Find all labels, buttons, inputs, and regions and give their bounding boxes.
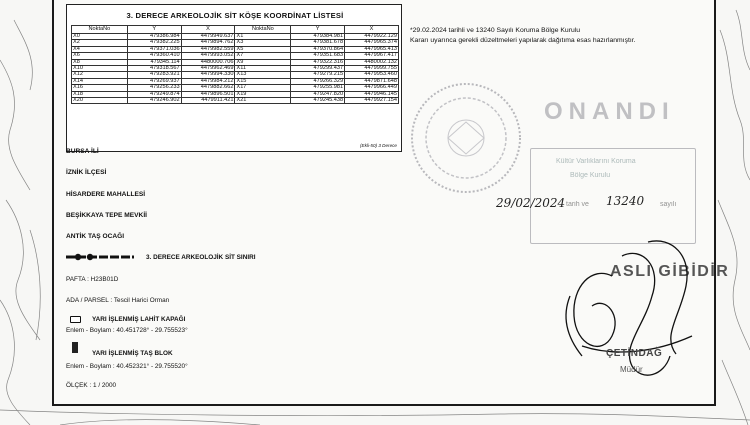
table-cell: X4 (72, 46, 128, 52)
stamp-line-2: Bölge Kurulu (570, 172, 611, 179)
table-cell: 479351.683 (291, 53, 345, 59)
table-cell: 479249.874 (127, 91, 181, 97)
table-cell: X19 (235, 91, 291, 97)
table-cell: 479370.864 (291, 46, 345, 52)
table-cell: 4479949.637 (181, 34, 235, 40)
table-cell: X7 (235, 53, 291, 59)
table-cell: 4479993.052 (181, 53, 235, 59)
table-cell: 479299.437 (291, 66, 345, 72)
table-cell: 4479962.469 (181, 66, 235, 72)
table-cell: 4479994.330 (181, 72, 235, 78)
table-cell: 4479965.413 (345, 46, 399, 52)
table-cell: X15 (235, 78, 291, 84)
signer-name: ÇETİNDAĞ (606, 348, 663, 359)
legend-pafta: PAFTA : H23B01D (66, 276, 119, 283)
table-cell: 4479911.421 (181, 98, 235, 104)
legend-lahit-label: YARI İŞLENMİŞ LAHİT KAPAĞI (92, 316, 186, 323)
table-cell: X10 (72, 66, 128, 72)
table-cell: 479371.036 (127, 46, 181, 52)
certified-copy-stamp: ASLI GİBİDİR (610, 263, 730, 280)
table-note: (Ekli-50) 3 Derece (359, 143, 397, 148)
header-x-1: X (181, 26, 235, 34)
approval-notice (410, 26, 710, 46)
header-y-2: Y (291, 26, 345, 34)
table-cell: 4479966.449 (345, 85, 399, 91)
table-cell: 4479982.559 (181, 46, 235, 52)
table-body (72, 34, 399, 104)
handwritten-date: 29/02/2024 (496, 196, 566, 210)
table-cell: 4479894.762 (181, 40, 235, 46)
header-nokta-2: NoktaNo (235, 26, 291, 34)
notice-line-1: *29.02.2024 tarihli ve 13240 Sayılı Koruma Bölge Kurulu (410, 27, 581, 34)
table-cell: 479360.410 (127, 53, 181, 59)
table-cell: X20 (72, 98, 128, 104)
table-cell: 4479946.145 (345, 91, 399, 97)
table-cell: 479386.984 (127, 34, 181, 40)
legend-blok-coords: Enlem - Boylam : 40.452321° - 29.755520° (66, 363, 188, 370)
table-cell: X21 (235, 98, 291, 104)
legend-il: BURSA İLİ (66, 148, 99, 155)
table-cell: X9 (235, 59, 291, 65)
table-cell: 4479882.662 (181, 85, 235, 91)
legend-blok-label: YARI İŞLENMİŞ TAŞ BLOK (92, 350, 173, 357)
table-cell: 4479927.154 (345, 98, 399, 104)
table-cell: 479269.937 (127, 78, 181, 84)
notice-line-2: Kararı uyarınca gerekli düzeltmeleri yapılarak dağıtıma esas hazırlanmıştır. (410, 37, 636, 44)
table-cell: 479382.225 (127, 40, 181, 46)
table-cell: X18 (72, 91, 128, 97)
table-cell: 4479896.501 (181, 91, 235, 97)
table-cell: X14 (72, 78, 128, 84)
table-cell: 479322.316 (291, 59, 345, 65)
table-cell: 4479953.460 (345, 72, 399, 78)
stamp-suffix: sayılı (660, 201, 677, 208)
table-cell: X6 (72, 53, 128, 59)
table-cell: X1 (235, 34, 291, 40)
table-title: 3. DERECE ARKEOLOJİK SİT KÖŞE KOORDİNAT LİSTESİ (126, 11, 344, 20)
table-cell: 4479871.648 (345, 78, 399, 84)
table-cell: X0 (72, 34, 128, 40)
table-cell: 4479967.417 (345, 53, 399, 59)
blok-symbol-icon (72, 342, 78, 353)
header-y-1: Y (127, 26, 181, 34)
signer-title: Müdür (620, 365, 643, 374)
table-cell: X17 (235, 85, 291, 91)
onandi-stamp-text: ONANDI (544, 98, 675, 125)
table-cell: 4480000.706 (181, 59, 235, 65)
table-cell: X11 (235, 66, 291, 72)
table-cell: 479266.329 (291, 78, 345, 84)
table-row (72, 98, 399, 104)
table-cell: 4480002.132 (345, 59, 399, 65)
table-cell: X13 (235, 72, 291, 78)
table-cell: X3 (235, 40, 291, 46)
legend-mevki: BEŞİKKAYA TEPE MEVKİİ (66, 212, 147, 219)
legend-lahit-coords: Enlem - Boylam : 40.451728° - 29.755523° (66, 327, 188, 334)
table-cell: 479245.438 (291, 98, 345, 104)
table-cell: 4479984.212 (181, 78, 235, 84)
handwritten-signature (552, 236, 712, 386)
table-header-row (72, 26, 399, 34)
table-cell: 4479965.374 (345, 40, 399, 46)
table-cell: X5 (235, 46, 291, 52)
table-cell: 4479999.755 (345, 66, 399, 72)
coordinate-table-box (66, 4, 402, 152)
legend-ilce: İZNİK İLÇESİ (66, 169, 107, 176)
round-seal-stamp (408, 80, 524, 196)
table-cell: X8 (72, 59, 128, 65)
table-cell: X2 (72, 40, 128, 46)
header-x-2: X (345, 26, 399, 34)
sit-boundary-symbol (64, 253, 136, 261)
stamp-line-1: Kültür Varlıklarını Koruma (556, 158, 636, 165)
table-cell: 479255.981 (291, 85, 345, 91)
handwritten-number: 13240 (606, 194, 645, 208)
table-cell: 479279.215 (291, 72, 345, 78)
legend-olcek: ÖLÇEK : 1 / 2000 (66, 382, 117, 389)
table-cell: 479246.902 (127, 98, 181, 104)
table-cell: X12 (72, 72, 128, 78)
table-cell: 479247.820 (291, 91, 345, 97)
legend-ada-parsel: ADA / PARSEL : Tescil Harici Orman (66, 297, 170, 304)
legend-boundary-label: 3. DERECE ARKEOLOJİK SİT SINIRI (146, 254, 256, 261)
header-nokta-1: NoktaNo (72, 26, 128, 34)
lahit-symbol-icon (70, 316, 81, 323)
table-cell: 4479922.129 (345, 34, 399, 40)
table-cell: 479384.981 (291, 34, 345, 40)
table-cell: 479256.233 (127, 85, 181, 91)
coordinate-table (71, 25, 399, 104)
table-cell: 479345.114 (127, 59, 181, 65)
legend-ocak: ANTİK TAŞ OCAĞI (66, 233, 125, 240)
table-cell: 479318.567 (127, 66, 181, 72)
table-cell: 479283.921 (127, 72, 181, 78)
table-cell: 479381.678 (291, 40, 345, 46)
legend-mahalle: HİSARDERE MAHALLESİ (66, 191, 146, 198)
table-cell: X16 (72, 85, 128, 91)
stamp-middle-text: tarih ve (566, 201, 589, 208)
